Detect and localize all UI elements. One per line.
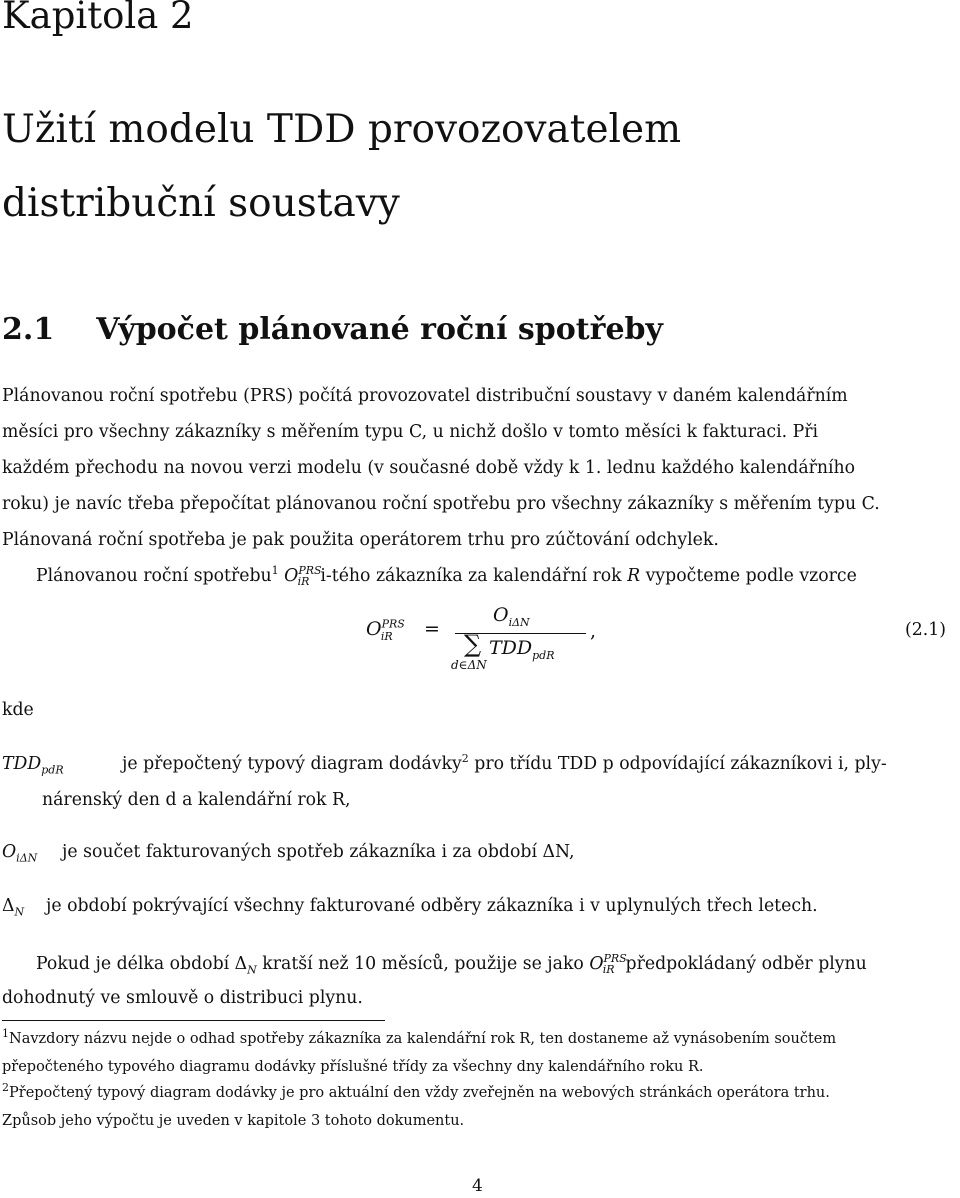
footnote-1-mark: 1 — [2, 1027, 9, 1041]
footnote-ref-1[interactable]: 1 — [271, 564, 279, 578]
eq-numerator-sub: iΔN — [508, 615, 530, 629]
chapter-title-line1: Užití modelu TDD provozovatelem — [2, 107, 682, 152]
paragraph-3-line-2: dohodnutý ve smlouvě o distribuci plynu. — [2, 988, 363, 1008]
p2-var-r: R — [627, 566, 641, 586]
p2-sub: iR — [297, 575, 310, 589]
kde-label: kde — [2, 700, 34, 720]
def-tdd-line-1 — [122, 754, 887, 774]
def-o-symbol: O — [2, 842, 17, 862]
section-heading — [2, 312, 663, 347]
eq-numerator-symbol: O — [493, 604, 509, 626]
footnote-rule — [2, 1020, 385, 1021]
p3-symbol: O — [589, 954, 604, 974]
def-delta-line-1: je období pokrývající všechny fakturované odběry zákazníka i v uplynulých třech letech. — [46, 896, 818, 916]
def-tdd-term — [2, 754, 64, 777]
p2-sup: PRS — [298, 564, 322, 578]
def-tdd-symbol: TDD — [2, 754, 42, 774]
section-number: 2.1 — [2, 312, 55, 347]
footnote-1-text-a: Navzdory názvu nejde o odhad spotřeby zákazníka za kalendářní rok R, ten dostaneme až vynásobením součtem — [9, 1031, 837, 1047]
def-o-term — [2, 842, 38, 865]
def-o-sub: iΔN — [16, 851, 38, 865]
footnote-2-line-1 — [2, 1080, 830, 1106]
p2-text-b: i-tého zákazníka za kalendářní rok — [320, 566, 622, 586]
def-tdd-text-b: pro třídu TDD p odpovídající zákazníkovi i, ply- — [474, 754, 887, 774]
eq-lhs-sub: iR — [380, 629, 393, 643]
paragraph-3-line-1 — [36, 946, 867, 982]
p3-delta-sub: N — [247, 963, 257, 977]
page-number: 4 — [472, 1176, 483, 1196]
eq-denominator-symbol: TDD — [489, 637, 533, 659]
eq-comma: , — [590, 620, 597, 642]
footnote-1-line-2: přepočteného typového diagramu dodávky příslušné třídy za všechny dny kalendářního roku R. — [2, 1059, 704, 1075]
p3-text-a: Pokud je délka období Δ — [36, 954, 248, 974]
sum-index: d∈ΔN — [451, 658, 487, 672]
footnote-1-line-1 — [2, 1026, 836, 1052]
def-tdd-sub: pdR — [41, 763, 64, 777]
chapter-title-line2: distribuční soustavy — [2, 181, 400, 226]
p2-text-a: Plánovanou roční spotřebu — [36, 566, 272, 586]
chapter-label: Kapitola 2 — [2, 0, 194, 37]
footnote-2-text-a: Přepočtený typový diagram dodávky je pro aktuální den vždy zveřejněn na webových stránkách operátora trhu. — [9, 1085, 830, 1101]
p3-text-b: kratší než 10 měsíců, použije se jako — [262, 954, 584, 974]
section-title: Výpočet plánované roční spotřeby — [96, 312, 663, 347]
p3-sup: PRS — [603, 952, 627, 966]
eq-denominator-sub: pdR — [532, 648, 555, 662]
footnote-2-mark: 2 — [2, 1081, 9, 1095]
eq-lhs-symbol: O — [366, 618, 382, 640]
p2-text-c: vypočteme podle vzorce — [645, 566, 857, 586]
p3-sub: iR — [602, 963, 615, 977]
footnote-2-line-2: Způsob jeho výpočtu je uveden v kapitole 3 tohoto dokumentu. — [2, 1113, 465, 1129]
eq-numerator — [493, 604, 530, 629]
paragraph-1-line-5: Plánovaná roční spotřeba je pak použita operátorem trhu pro zúčtování odchylek. — [2, 530, 719, 550]
footnote-ref-2[interactable]: 2 — [461, 752, 469, 766]
eq-equals: = — [424, 618, 440, 640]
paragraph-1-line-2: měsíci pro všechny zákazníky s měřením typu C, u nichž došlo v tomto měsíci k fakturaci. Při — [2, 422, 819, 442]
paragraph-1-line-3: každém přechodu na novou verzi modelu (v současné době vždy k 1. lednu každého kalendářního — [2, 458, 856, 478]
paragraph-2 — [36, 558, 857, 594]
eq-lhs — [366, 617, 405, 643]
def-tdd-text-a: je přepočtený typový diagram dodávky — [122, 754, 462, 774]
sum-sign: ∑ — [464, 630, 482, 658]
eq-lhs-sup: PRS — [381, 617, 405, 631]
paragraph-1-line-4: roku) je navíc třeba přepočítat plánovanou roční spotřebu pro všechny zákazníky s měřením typu C. — [2, 494, 880, 514]
p3-text-c: předpokládaný odběr plynu — [625, 954, 867, 974]
def-delta-symbol: Δ — [2, 896, 15, 916]
def-tdd-line-2: nárenský den d a kalendářní rok R, — [42, 790, 351, 810]
def-o-line-1: je součet fakturovaných spotřeb zákazníka i za období ΔN, — [62, 842, 575, 862]
paragraph-1-line-1: Plánovanou roční spotřebu (PRS) počítá provozovatel distribuční soustavy v daném kalendářním — [2, 386, 848, 406]
p2-symbol: O — [284, 566, 299, 586]
def-delta-term — [2, 896, 25, 919]
eq-denominator — [489, 637, 555, 662]
equation-number: (2.1) — [905, 620, 946, 640]
def-delta-sub: N — [14, 905, 25, 919]
